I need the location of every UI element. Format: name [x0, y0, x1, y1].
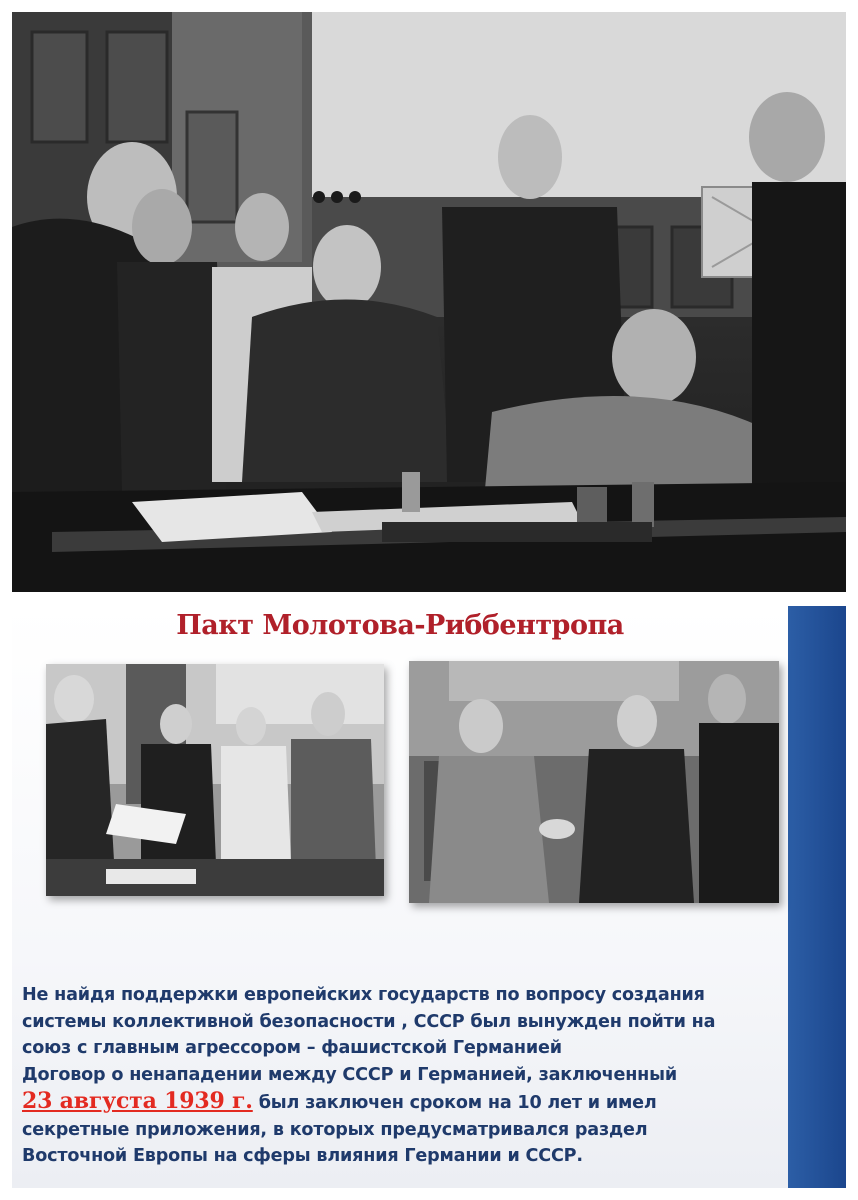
paragraph2-line-1: Договор о ненападении между СССР и Германией, заключенный	[22, 1064, 677, 1085]
slide-title: Пакт Молотова-Риббентропа	[176, 610, 624, 641]
slide-photo-left	[46, 664, 384, 896]
treaty-date: 23 августа 1939 г.	[22, 1088, 253, 1114]
group-photo-illustration	[46, 664, 384, 896]
signing-scene-illustration	[12, 12, 846, 592]
handshake-photo-illustration	[409, 661, 779, 903]
paragraph2-line-4: Восточной Европы на сферы влияния Германии и СССР.	[22, 1146, 583, 1166]
slide-body-text	[22, 982, 792, 1170]
paragraph1-line-3: союз с главным агрессором – фашистской Германией	[22, 1038, 562, 1058]
paragraph2-line-2-rest: был заключен сроком на 10 лет и имел	[252, 1093, 657, 1113]
slide-side-bar	[788, 606, 846, 1188]
presentation-slide	[12, 606, 846, 1188]
top-historical-photo	[12, 12, 846, 592]
paragraph1-line-1: Не найдя поддержки европейских государств по вопросу создания	[22, 985, 705, 1005]
paragraph2-line-2	[22, 1088, 792, 1117]
paragraph2-line-3: секретные приложения, в которых предусматривался раздел	[22, 1119, 648, 1140]
slide-photo-right	[409, 661, 779, 903]
paragraph1-line-2: системы коллективной безопасности , СССР был вынужден пойти на	[22, 1011, 716, 1032]
